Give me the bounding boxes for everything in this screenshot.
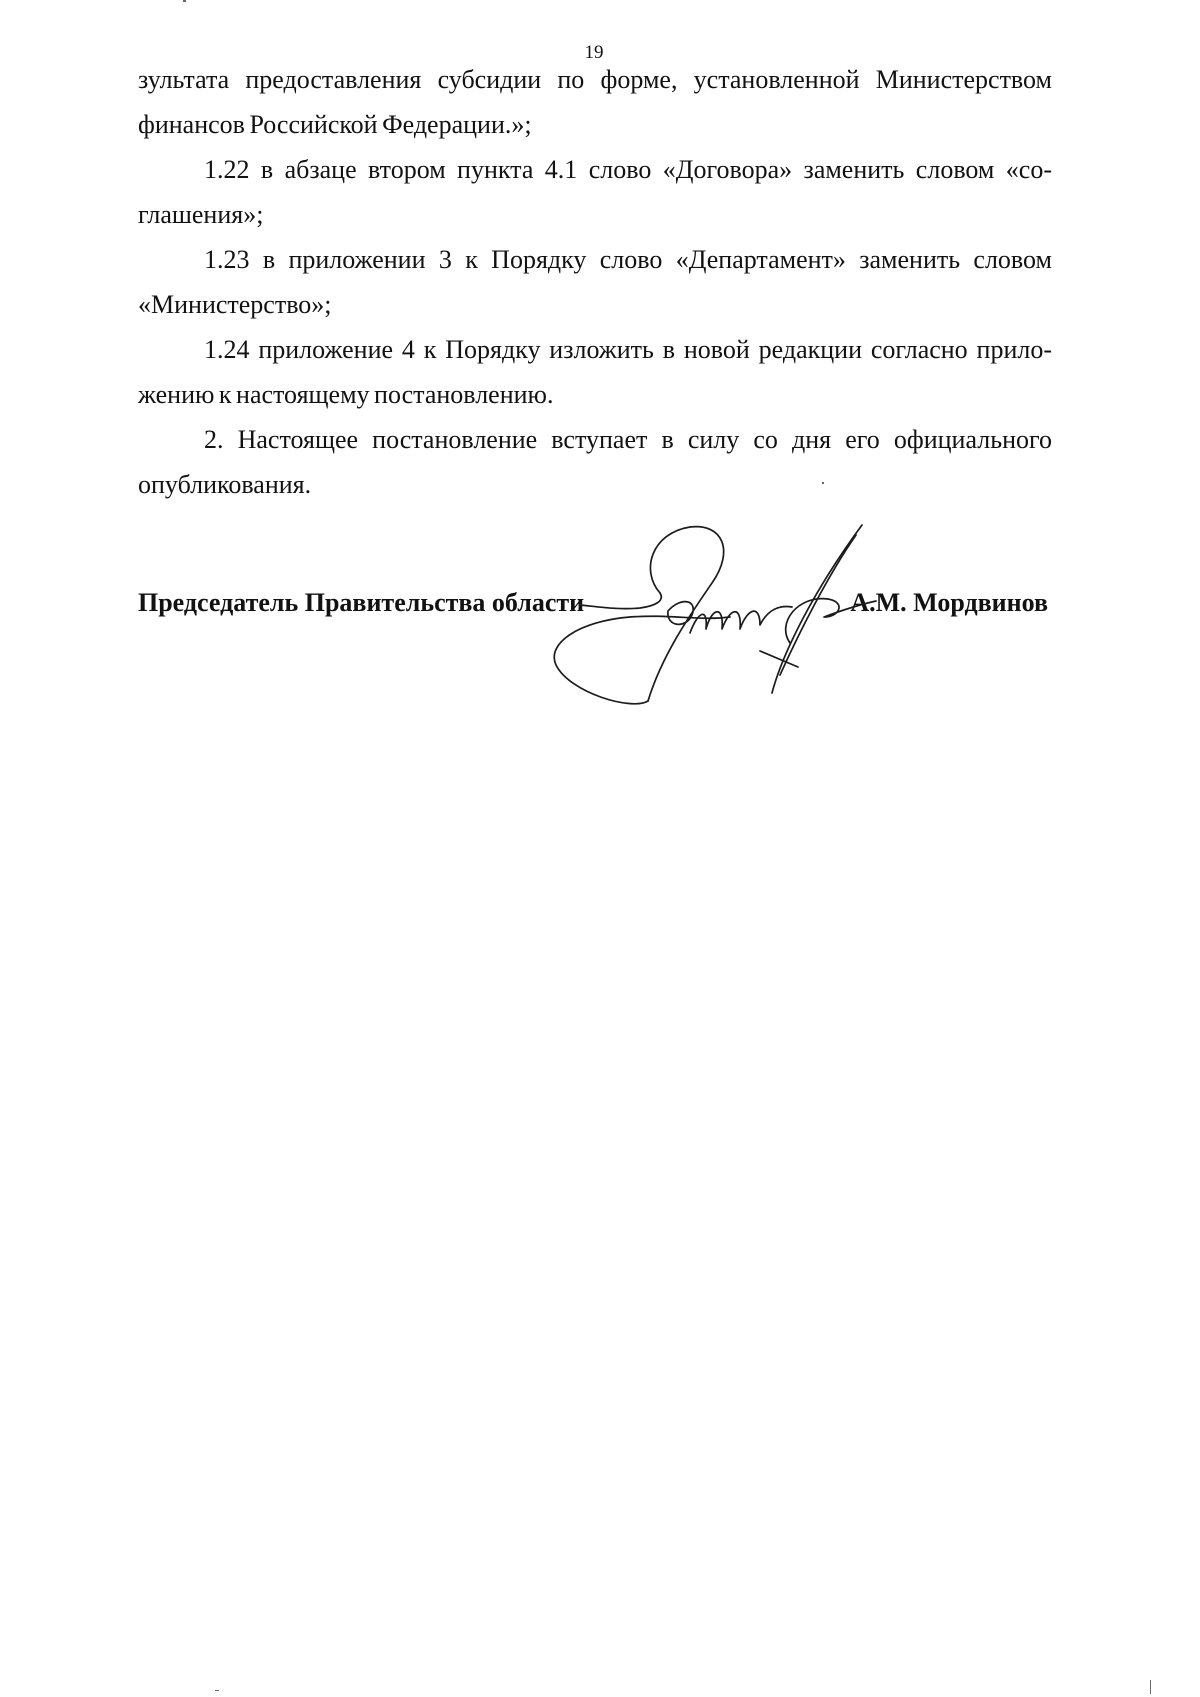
scan-speck <box>215 1690 219 1691</box>
document-body <box>138 57 1052 507</box>
paragraph <box>138 417 1052 507</box>
paragraph <box>138 327 1052 417</box>
paragraph-line: зультата предоставления субсидии по форме, установленной Министерством <box>138 65 1052 94</box>
page-number: 19 <box>584 42 604 63</box>
paragraph-line: жению к настоящему постановлению. <box>138 380 554 409</box>
scan-speck <box>822 482 824 484</box>
paragraph <box>138 57 1052 147</box>
signature-icon <box>540 515 880 715</box>
scan-speck <box>183 0 186 2</box>
paragraph-line: глашения»; <box>138 200 264 229</box>
signatory-title: Председатель Правительства области <box>138 588 585 617</box>
paragraph-line: опубликования. <box>138 470 312 499</box>
paragraph-line: 1.24 приложение 4 к Порядку изложить в новой редакции согласно прило- <box>204 335 1052 364</box>
paragraph-line: 1.22 в абзаце втором пункта 4.1 слово «Договора» заменить словом «со- <box>204 155 1052 184</box>
paragraph-line: финансов Российской Федерации.»; <box>138 110 532 139</box>
paragraph-line: «Министерство»; <box>138 290 332 319</box>
paragraph <box>138 147 1052 237</box>
paragraph-line: 1.23 в приложении 3 к Порядку слово «Департамент» заменить словом <box>204 245 1052 274</box>
scan-speck <box>1150 1680 1151 1694</box>
paragraph-line: 2. Настоящее постановление вступает в силу со дня его официального <box>204 425 1052 454</box>
paragraph <box>138 237 1052 327</box>
signatory-name: А.М. Мордвинов <box>850 588 1048 617</box>
